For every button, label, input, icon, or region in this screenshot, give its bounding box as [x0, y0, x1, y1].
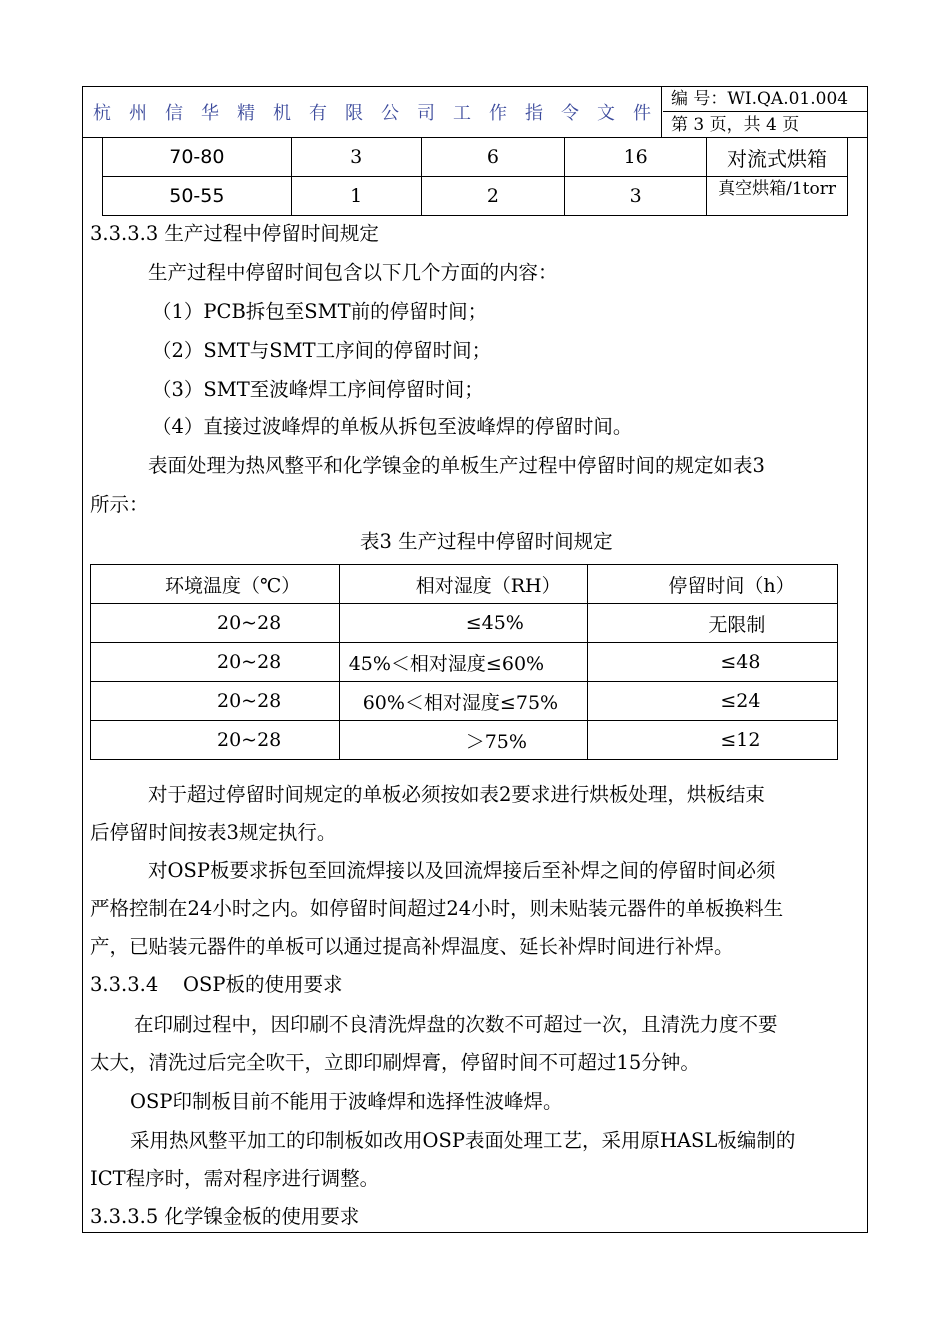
- company-char: 作: [489, 103, 507, 124]
- table-caption: 表3 生产过程中停留时间规定: [360, 530, 613, 553]
- company-char: 华: [201, 103, 219, 124]
- table-cell: 50-55: [103, 177, 292, 216]
- table-cell: 45%＜相对湿度≤60%: [339, 643, 588, 682]
- page-info: 第 3 页，共 4 页: [671, 115, 800, 135]
- list-item: （1）PCB拆包至SMT前的停留时间；: [152, 300, 488, 323]
- company-char: 公: [381, 103, 399, 124]
- table-cell: 70-80: [103, 138, 292, 177]
- table-cell: 对流式烘箱: [707, 138, 848, 177]
- list-item: （3）SMT至波峰焊工序间停留时间；: [152, 378, 484, 401]
- table-cell: 真空烘箱/1torr: [707, 177, 848, 216]
- table-row: [103, 138, 848, 177]
- table-header-cell: 停留时间（h）: [588, 565, 838, 604]
- paragraph-line: 后停留时间按表3规定执行。: [90, 821, 337, 844]
- table-cell: 无限制: [588, 604, 838, 643]
- table-header-row: [91, 565, 838, 604]
- company-char: 件: [633, 103, 651, 124]
- paragraph-line: 对OSP板要求拆包至回流焊接以及回流焊接后至补焊之间的停留时间必须: [148, 859, 776, 882]
- list-item: （4）直接过波峰焊的单板从拆包至波峰焊的停留时间。: [152, 415, 633, 438]
- table-header-cell: 环境温度（℃）: [91, 565, 340, 604]
- company-char: 州: [129, 103, 147, 124]
- table-cell: 20~28: [91, 721, 340, 760]
- table-cell: ≤24: [588, 682, 838, 721]
- section-heading-3333: 3.3.3.3 生产过程中停留时间规定: [90, 222, 379, 245]
- dwell-time-table: [90, 564, 838, 760]
- company-char: 指: [525, 103, 543, 124]
- table-cell: 20~28: [91, 682, 340, 721]
- company-char: 信: [165, 103, 183, 124]
- list-item: （2）SMT与SMT工序间的停留时间；: [152, 339, 492, 362]
- table-header-cell: 相对湿度（RH）: [339, 565, 588, 604]
- paragraph-line: 太大，清洗过后完全吹干，立即印刷焊膏，停留时间不可超过15分钟。: [90, 1051, 700, 1074]
- table-row: [103, 177, 848, 216]
- company-char: 限: [345, 103, 363, 124]
- paragraph-line: 表面处理为热风整平和化学镍金的单板生产过程中停留时间的规定如表3: [148, 454, 765, 477]
- company-title: [83, 87, 662, 137]
- table-cell: ≤45%: [339, 604, 588, 643]
- paragraph-line: ICT程序时，需对程序进行调整。: [90, 1167, 380, 1190]
- section-heading-3335: 3.3.3.5 化学镍金板的使用要求: [90, 1205, 360, 1228]
- baking-table-continued: [102, 137, 848, 216]
- company-char: 精: [237, 103, 255, 124]
- table-cell: ≤12: [588, 721, 838, 760]
- table-cell: 20~28: [91, 643, 340, 682]
- paragraph-line: 在印刷过程中，因印刷不良清洗焊盘的次数不可超过一次，且清洗力度不要: [134, 1013, 778, 1036]
- paragraph-line: 产，已贴装元器件的单板可以通过提高补焊温度、延长补焊时间进行补焊。: [90, 935, 734, 958]
- company-char: 令: [561, 103, 579, 124]
- paragraph-line: 生产过程中停留时间包含以下几个方面的内容：: [148, 261, 558, 284]
- company-char: 机: [273, 103, 291, 124]
- company-char: 杭: [93, 103, 111, 124]
- table-cell: 60%＜相对湿度≤75%: [339, 682, 588, 721]
- table-cell: 3: [291, 138, 421, 177]
- table-cell: 16: [565, 138, 707, 177]
- doc-code: 编 号：WI.QA.01.004: [663, 87, 868, 112]
- document-header: [82, 86, 868, 138]
- company-char: 有: [309, 103, 327, 124]
- company-char: 工: [453, 103, 471, 124]
- paragraph-line: 所示：: [90, 493, 149, 516]
- section-heading-3334: 3.3.3.4 OSP板的使用要求: [90, 973, 343, 996]
- table-cell: 20~28: [91, 604, 340, 643]
- paragraph-line: 严格控制在24小时之内。如停留时间超过24小时，则未贴装元器件的单板换料生: [90, 897, 784, 920]
- table-cell: ≤48: [588, 643, 838, 682]
- paragraph-line: 采用热风整平加工的印制板如改用OSP表面处理工艺，采用原HASL板编制的: [130, 1129, 796, 1152]
- table-row: [91, 643, 838, 682]
- company-char: 文: [597, 103, 615, 124]
- table-cell: ＞75%: [339, 721, 588, 760]
- paragraph-line: 对于超过停留时间规定的单板必须按如表2要求进行烘板处理，烘板结束: [148, 783, 765, 806]
- table-cell: 1: [291, 177, 421, 216]
- table-cell: 6: [421, 138, 565, 177]
- table-cell: 2: [421, 177, 565, 216]
- paragraph-line: OSP印制板目前不能用于波峰焊和选择性波峰焊。: [130, 1090, 563, 1113]
- table-row: [91, 682, 838, 721]
- company-char: 司: [417, 103, 435, 124]
- table-row: [91, 604, 838, 643]
- table-row: [91, 721, 838, 760]
- table-cell: 3: [565, 177, 707, 216]
